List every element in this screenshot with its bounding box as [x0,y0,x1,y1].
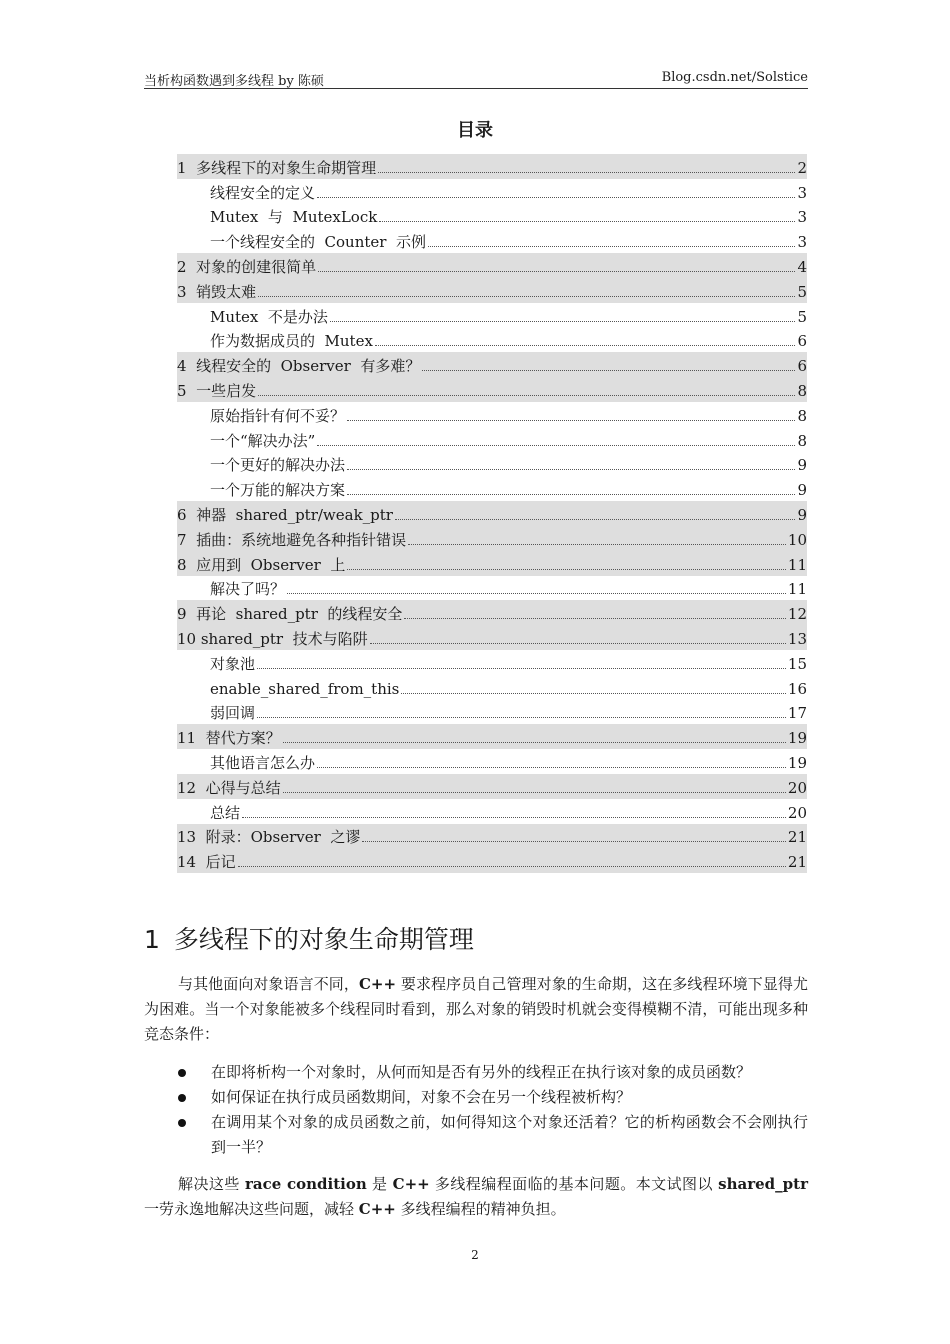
toc-entry-label: 10 shared_ptr 技术与陷阱 [177,629,368,648]
toc-leader-dots [330,320,796,322]
toc-entry-page: 3 [797,233,807,252]
toc-leader-dots [428,245,795,247]
toc-entry-page: 12 [787,605,807,624]
toc-leader-dots [347,568,786,570]
toc-leader-dots [287,592,786,594]
toc-entry[interactable] [177,650,807,675]
cpp-term: C++ [358,1200,396,1218]
toc-entry-label: 4 线程安全的 Observer 有多难？ [177,357,421,376]
text-span: 多线程编程面临的基本问题。本文试图以 [429,1175,719,1193]
toc-entry-page: 8 [797,406,807,425]
toc-entry-label: 9 再论 shared_ptr 的线程安全 [177,605,403,624]
toc-leader-dots [317,444,795,446]
toc-entry-page: 8 [797,381,807,400]
toc-entry-label: 6 神器 shared_ptr/weak_ptr [177,505,393,524]
toc-leader-dots [283,791,786,793]
toc-entry-page: 6 [797,357,807,376]
toc-entry[interactable] [177,179,807,204]
toc-entry[interactable] [177,427,807,452]
toc-entry[interactable] [177,749,807,774]
toc-entry-page: 11 [787,555,807,574]
toc-title: 目录 [457,120,493,141]
cpp-term: C++ [392,1175,430,1193]
toc-entry-label: 13 附录：Observer 之谬 [177,828,361,847]
toc-entry-label: 2 对象的创建很简单 [177,257,317,276]
toc-entry-label: 5 一些启发 [177,381,257,400]
text-span: 解决这些 [178,1175,245,1193]
toc-leader-dots [318,270,795,272]
toc-leader-dots [283,741,786,743]
toc-entry[interactable] [177,526,807,551]
toc-entry-page: 6 [797,332,807,351]
text-span: 多线程编程的精神负担。 [395,1200,566,1218]
list-item-text: 在调用某个对象的成员函数之前，如何得知这个对象还活着？它的析构函数会不会刚执行到一半？ [211,1113,808,1156]
toc-entry-label: 一个“解决办法” [210,431,316,450]
conclusion-paragraph [144,1172,808,1222]
toc-entry-page: 11 [787,580,807,599]
toc-leader-dots [379,220,795,222]
toc-leader-dots [258,394,795,396]
toc-leader-dots [404,617,786,619]
toc-entry-label: 作为数据成员的 Mutex [210,332,373,351]
toc-entry-page: 3 [797,208,807,227]
toc-entry-page: 15 [787,654,807,673]
toc-leader-dots [362,840,786,842]
toc-leader-dots [395,518,795,520]
toc-leader-dots [347,468,795,470]
toc-entry-page: 9 [797,481,807,500]
race-condition-term: race condition [245,1175,367,1193]
toc-entry[interactable] [177,774,807,799]
toc-entry[interactable] [177,352,807,377]
toc-entry-page: 21 [787,828,807,847]
toc-leader-dots [258,295,795,297]
toc-entry-label: 一个线程安全的 Counter 示例 [210,233,426,252]
toc-leader-dots [242,816,786,818]
toc-entry-label: Mutex 不是办法 [210,307,328,326]
toc-entry[interactable] [177,724,807,749]
toc-entry-page: 19 [787,753,807,772]
toc-entry[interactable] [177,799,807,824]
section-heading [144,920,474,956]
text-span: 要求程序员自己管理对象的生命期，这在多线程环境下显得尤为困难。当一个对象能被多个线程同时看到，那么对象的销毁时机就会变得模糊不清，可能出现多种竞态条件： [144,975,808,1043]
toc-entry-label: 一个万能的解决方案 [210,481,346,500]
page-header [144,68,808,89]
toc-entry[interactable] [177,576,807,601]
toc-entry-label: 解决了吗？ [210,580,286,599]
toc-leader-dots [375,344,796,346]
toc-entry-page: 9 [797,456,807,475]
toc-entry-page: 16 [787,679,807,698]
toc-entry[interactable] [177,402,807,427]
toc-leader-dots [408,543,786,545]
toc-entry-page: 9 [797,505,807,524]
toc-entry-label: 1 多线程下的对象生命期管理 [177,158,377,177]
toc-entry-page: 4 [797,257,807,276]
toc-entry-page: 20 [787,778,807,797]
header-blog: Blog.csdn.net/Solstice [661,70,808,85]
list-item [144,1085,808,1110]
toc-entry[interactable] [177,452,807,477]
bullet-icon [178,1094,186,1102]
toc-entry-page: 10 [787,530,807,549]
toc-leader-dots [257,716,786,718]
toc-entry-label: 总结 [210,803,241,822]
toc-entry[interactable] [177,675,807,700]
toc-entry[interactable] [177,600,807,625]
toc-leader-dots [378,171,795,173]
toc-leader-dots [347,493,795,495]
toc-leader-dots [422,369,795,371]
toc-leader-dots [401,692,786,694]
toc-entry-page: 20 [787,803,807,822]
toc-entry[interactable] [177,278,807,303]
intro-paragraph [144,972,808,1047]
toc-leader-dots [317,766,786,768]
table-of-contents [177,154,807,873]
toc-entry[interactable] [177,848,807,873]
toc-leader-dots [257,667,786,669]
text-span: 与其他面向对象语言不同， [178,975,359,993]
toc-entry[interactable] [177,154,807,179]
toc-leader-dots [347,419,795,421]
toc-entry-page: 8 [797,431,807,450]
toc-entry-page: 19 [787,729,807,748]
toc-entry-label: Mutex 与 MutexLock [210,208,378,227]
header-title: 当析构函数遇到多线程 by 陈硕 [144,74,324,89]
text-span: 一劳永逸地解决这些问题，减轻 [144,1200,359,1218]
toc-entry[interactable] [177,476,807,501]
toc-entry-label: enable_shared_from_this [210,679,400,698]
bullet-icon [178,1069,186,1077]
toc-entry[interactable] [177,501,807,526]
page-number: 2 [471,1248,479,1262]
toc-entry-label: 12 心得与总结 [177,778,281,797]
bullet-list [144,1060,808,1160]
toc-entry-page: 17 [787,704,807,723]
toc-leader-dots [370,642,786,644]
toc-entry-label: 一个更好的解决办法 [210,456,346,475]
shared-ptr-term: shared_ptr [718,1175,808,1193]
toc-entry-label: 14 后记 [177,853,236,872]
toc-entry[interactable] [177,204,807,229]
toc-entry-label: 对象池 [210,654,256,673]
toc-leader-dots [238,865,786,867]
section-title: 多线程下的对象生命期管理 [173,925,474,954]
toc-entry[interactable] [177,824,807,849]
toc-entry-label: 3 销毁太难 [177,282,257,301]
toc-entry[interactable] [177,328,807,353]
toc-entry-page: 5 [797,307,807,326]
toc-entry-page: 13 [787,629,807,648]
section-number: 1 [144,925,160,954]
toc-entry[interactable] [177,253,807,278]
toc-entry-label: 11 替代方案？ [177,729,281,748]
bullet-icon [178,1119,186,1127]
toc-entry-label: 线程安全的定义 [210,183,316,202]
toc-entry-page: 5 [797,282,807,301]
cpp-term: C++ [358,975,397,993]
list-item-text: 如何保证在执行成员函数期间，对象不会在另一个线程被析构？ [211,1088,632,1106]
toc-entry-label: 原始指针有何不妥？ [210,406,346,425]
list-item-text: 在即将析构一个对象时，从何而知是否有另外的线程正在执行该对象的成员函数？ [211,1063,752,1081]
toc-entry-label: 弱回调 [210,704,256,723]
toc-entry-label: 7 插曲：系统地避免各种指针错误 [177,530,407,549]
list-item [144,1060,808,1085]
toc-entry[interactable] [177,228,807,253]
toc-entry[interactable] [177,625,807,650]
toc-entry[interactable] [177,377,807,402]
toc-leader-dots [317,196,795,198]
toc-entry[interactable] [177,551,807,576]
toc-entry[interactable] [177,700,807,725]
toc-entry-label: 其他语言怎么办 [210,753,316,772]
toc-entry-page: 3 [797,183,807,202]
list-item [144,1110,808,1160]
text-span: 是 [366,1175,393,1193]
toc-entry-page: 21 [787,853,807,872]
toc-entry-label: 8 应用到 Observer 上 [177,555,346,574]
toc-entry-page: 2 [797,158,807,177]
toc-entry[interactable] [177,303,807,328]
